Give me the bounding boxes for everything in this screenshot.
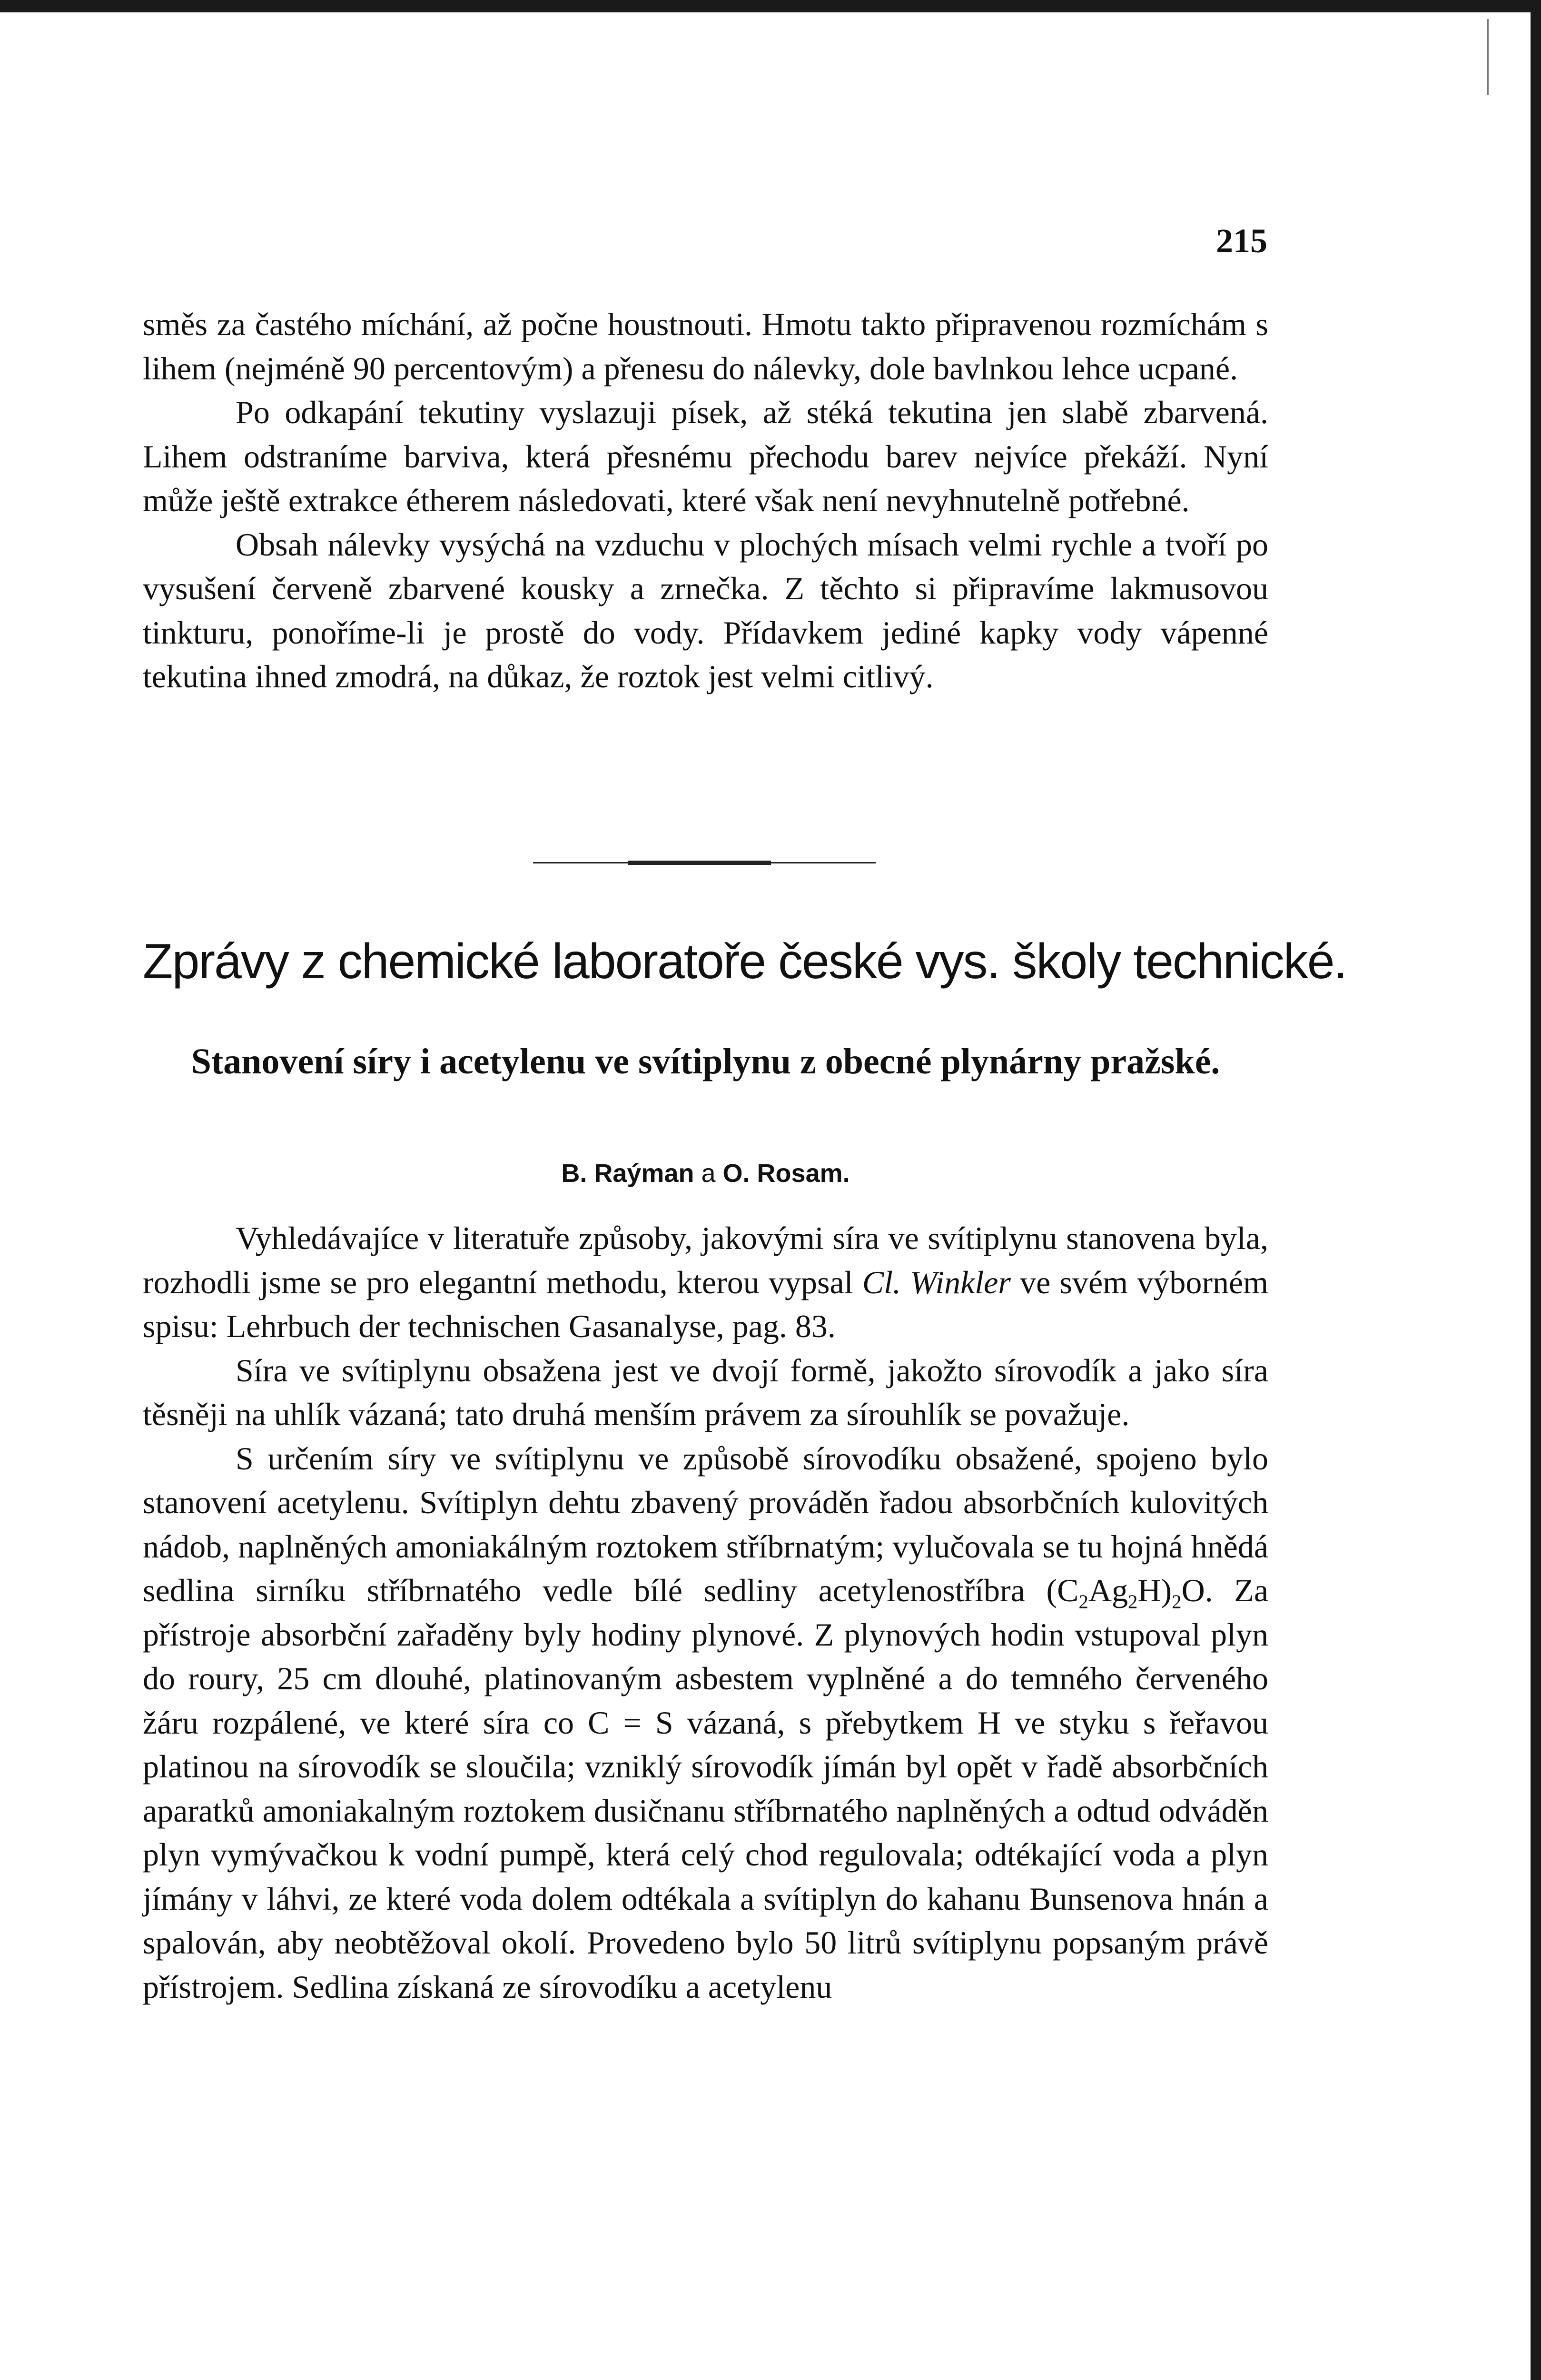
cited-author: Cl. Winkler (862, 1264, 1011, 1300)
paragraph: směs za častého míchání, až počne houstnouti. Hmotu takto připravenou rozmíchám s lihem (nejméně 90 percentovým) a přenesu do nálevky, dole bavlnkou lehce ucpané. (143, 306, 1268, 387)
formula-part: Ag (1088, 1572, 1128, 1608)
subscript: 2 (1127, 1591, 1138, 1613)
divider-ornament (628, 861, 771, 865)
page-number: 215 (1216, 222, 1267, 260)
author-name: B. Raýman (561, 1159, 694, 1188)
formula-part: H) (1137, 1572, 1172, 1608)
article-body (143, 1216, 1268, 2009)
paragraph (143, 1216, 1268, 1349)
scan-edge-mark (1487, 19, 1489, 95)
scan-edge-top (0, 0, 1541, 12)
subscript: 2 (1172, 1591, 1182, 1613)
author-conjunction: a (701, 1159, 716, 1188)
section-divider (533, 856, 876, 870)
previous-article-ending (143, 302, 1268, 699)
text-run: Vyhledávajíce v literatuře způsoby, jakovými síra ve svítiplynu stanovena byla, rozhodli jsme se pro elegantní methodu, kterou vypsal (143, 1220, 1268, 1300)
text-run: S určením síry ve svítiplynu ve způsobě sírovodíku obsažené, spojeno bylo stanovení acetylenu. Svítiplyn dehtu zbavený prováděn řadou absorbčních kulovitých nádob, naplněných amoniakálným roztokem stříbrnatým; vylučovala se tu hojná hnědá sedlina sirníku stříbrnatého vedle bílé sedliny acetylenostříbra (C (143, 1440, 1268, 1608)
subscript: 2 (1078, 1591, 1088, 1613)
paragraph: Obsah nálevky vysýchá na vzduchu v plochých mísach velmi rychle a tvoří po vysušení červeně zbarvené kousky a zrnečka. Z těchto si připravíme lakmusovou tinkturu, ponoříme-li je prostě do vody. Přídavkem jediné kapky vody vápenné tekutina ihned zmodrá, na důkaz, že roztok jest velmi citlivý. (143, 526, 1268, 694)
article-title: Stanovení síry i acetylenu ve svítiplynu z obecné plynárny pražské. (191, 1041, 1220, 1081)
paragraph: Po odkapání tekutiny vyslazuji písek, až stéká tekutina jen slabě zbarvená. Lihem odstraníme barviva, která přesnému přechodu barev nejvíce překáží. Nyní může ještě extrakce étherem následovati, které však není nevyhnutelně potřebné. (143, 394, 1268, 518)
author-name: O. Rosam. (722, 1159, 850, 1188)
article-authors (143, 1157, 1268, 1190)
paragraph: Síra ve svítiplynu obsažena jest ve dvojí formě, jakožto sírovodík a jako síra těsněji na uhlík vázaná; tato druhá menším právem za sírouhlík se považuje. (143, 1352, 1268, 1432)
paragraph (143, 1437, 1268, 2009)
section-title: Zprávy z chemické laboratoře české vys. školy technické. (143, 934, 1347, 989)
scan-edge-right (1531, 0, 1541, 2380)
text-run: O. Za přístroje absorbční zařaděny byly hodiny plynové. Z plynových hodin vstupoval plyn do roury, 25 cm dlouhé, platinovaným asbestem vyplněné a do temného červeného žáru rozpálené, ve které síra co C = S vázaná, s přebytkem H ve styku s řeřavou platinou na sírovodík se sloučila; vzniklý sírovodík jímán byl opět v řadě absorbčních aparatků amoniakalným roztokem dusičnanu stříbrnatého naplněných a odtud odváděn plyn vymývačkou k vodní pumpě, která celý chod regulovala; odtékající voda a plyn jímány v láhvi, ze které voda dolem odtékala a svítiplyn do kahanu Bunsenova hnán a spalován, aby neobtěžoval okolí. Provedeno bylo 50 litrů svítiplynu popsaným právě přístrojem. Sedlina získaná ze sírovodíku a acetylenu (143, 1572, 1268, 2005)
text-run: ve svém výborném spisu: Lehrbuch der technischen Gasanalyse, pag. 83. (143, 1264, 1269, 1344)
